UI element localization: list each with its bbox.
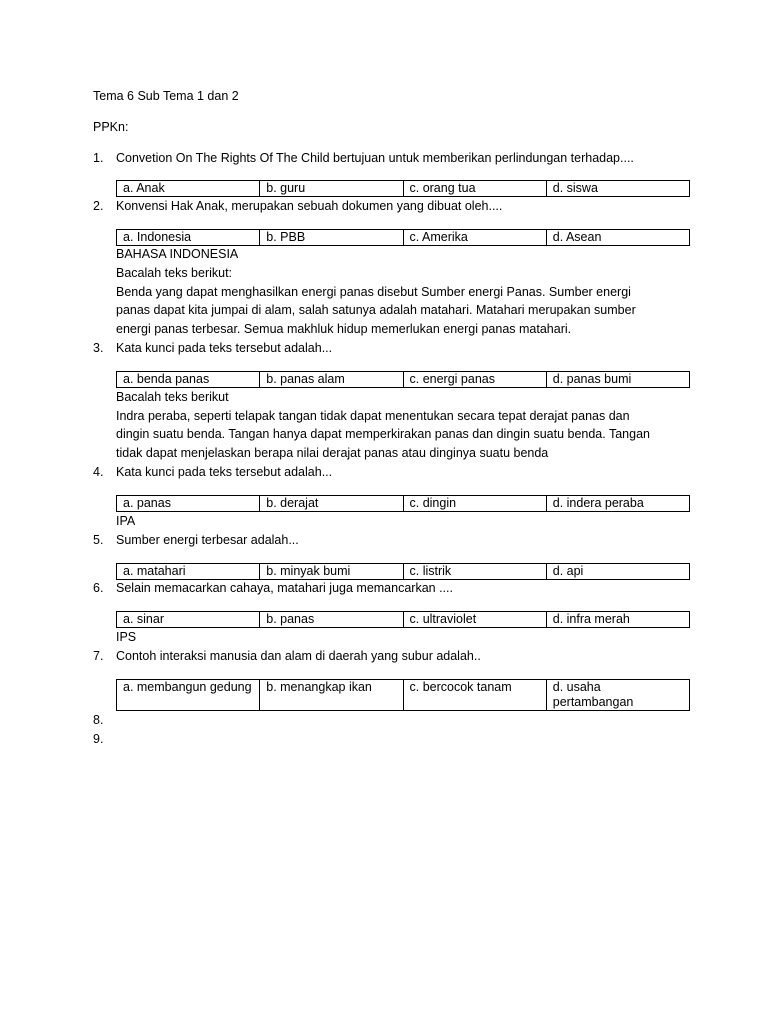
answer-options-table (116, 229, 690, 246)
question-text: Convetion On The Rights Of The Child bertujuan untuk memberikan perlindungan terhadap.... (116, 151, 634, 165)
option-d: d. Asean (546, 230, 689, 246)
option-b: b. derajat (260, 496, 403, 512)
option-c: c. ultraviolet (403, 612, 546, 628)
option-d: d. panas bumi (546, 372, 689, 388)
option-b: b. minyak bumi (260, 564, 403, 580)
option-a: a. panas (117, 496, 260, 512)
question-number: 6. (93, 581, 104, 595)
option-c: c. listrik (403, 564, 546, 580)
question-number: 9. (93, 732, 104, 746)
option-b: b. menangkap ikan (260, 680, 403, 711)
option-a: a. matahari (117, 564, 260, 580)
option-a: a. sinar (117, 612, 260, 628)
option-d: d. siswa (546, 181, 689, 197)
option-b: b. panas (260, 612, 403, 628)
question-number: 5. (93, 533, 104, 547)
question-text: Kata kunci pada teks tersebut adalah... (116, 341, 333, 355)
answer-options-table (116, 563, 690, 580)
document-title: Tema 6 Sub Tema 1 dan 2 (93, 89, 239, 103)
question-number: 1. (93, 151, 104, 165)
option-d: d. api (546, 564, 689, 580)
option-b: b. guru (260, 181, 403, 197)
question-text: Selain memacarkan cahaya, matahari juga memancarkan .... (116, 581, 453, 595)
section-heading-ips: IPS (116, 630, 137, 644)
question-number: 3. (93, 341, 104, 355)
section-heading-bahasa: BAHASA INDONESIA (116, 247, 239, 261)
question-number: 7. (93, 649, 104, 663)
option-d: d. indera peraba (546, 496, 689, 512)
section-heading-ipa: IPA (116, 514, 136, 528)
passage-line: dingin suatu benda. Tangan hanya dapat memperkirakan panas dan dingin suatu benda. Tangan (116, 427, 650, 441)
passage-intro: Bacalah teks berikut: (116, 266, 233, 280)
option-c: c. orang tua (403, 181, 546, 197)
subject-ppkn: PPKn: (93, 120, 129, 134)
question-text: Kata kunci pada teks tersebut adalah... (116, 465, 333, 479)
question-text: Contoh interaksi manusia dan alam di daerah yang subur adalah.. (116, 649, 481, 663)
answer-options-table (116, 611, 690, 628)
option-c: c. dingin (403, 496, 546, 512)
option-c: c. Amerika (403, 230, 546, 246)
passage-intro: Bacalah teks berikut (116, 390, 229, 404)
option-c: c. energi panas (403, 372, 546, 388)
question-number: 8. (93, 713, 104, 727)
option-c: c. bercocok tanam (403, 680, 546, 711)
answer-options-table (116, 180, 690, 197)
passage-line: energi panas terbesar. Semua makhluk hidup memerlukan energi panas matahari. (116, 322, 572, 336)
option-a: a. Anak (117, 181, 260, 197)
option-a: a. membangun gedung (117, 680, 260, 711)
question-text: Sumber energi terbesar adalah... (116, 533, 299, 547)
answer-options-table (116, 495, 690, 512)
option-d: d. infra merah (546, 612, 689, 628)
passage-line: panas dapat kita jumpai di alam, salah satunya adalah matahari. Matahari merupakan sumber (116, 303, 636, 317)
option-b: b. panas alam (260, 372, 403, 388)
question-number: 2. (93, 199, 104, 213)
question-number: 4. (93, 465, 104, 479)
answer-options-table (116, 679, 690, 711)
option-a: a. benda panas (117, 372, 260, 388)
question-text: Konvensi Hak Anak, merupakan sebuah dokumen yang dibuat oleh.... (116, 199, 503, 213)
option-b: b. PBB (260, 230, 403, 246)
option-a: a. Indonesia (117, 230, 260, 246)
passage-line: tidak dapat menjelaskan berapa nilai derajat panas atau dinginya suatu benda (116, 446, 549, 460)
passage-line: Indra peraba, seperti telapak tangan tidak dapat menentukan secara tepat derajat panas dan (116, 409, 630, 423)
passage-line: Benda yang dapat menghasilkan energi panas disebut Sumber energi Panas. Sumber energi (116, 285, 631, 299)
answer-options-table (116, 371, 690, 388)
option-d: d. usaha pertambangan (546, 680, 689, 711)
